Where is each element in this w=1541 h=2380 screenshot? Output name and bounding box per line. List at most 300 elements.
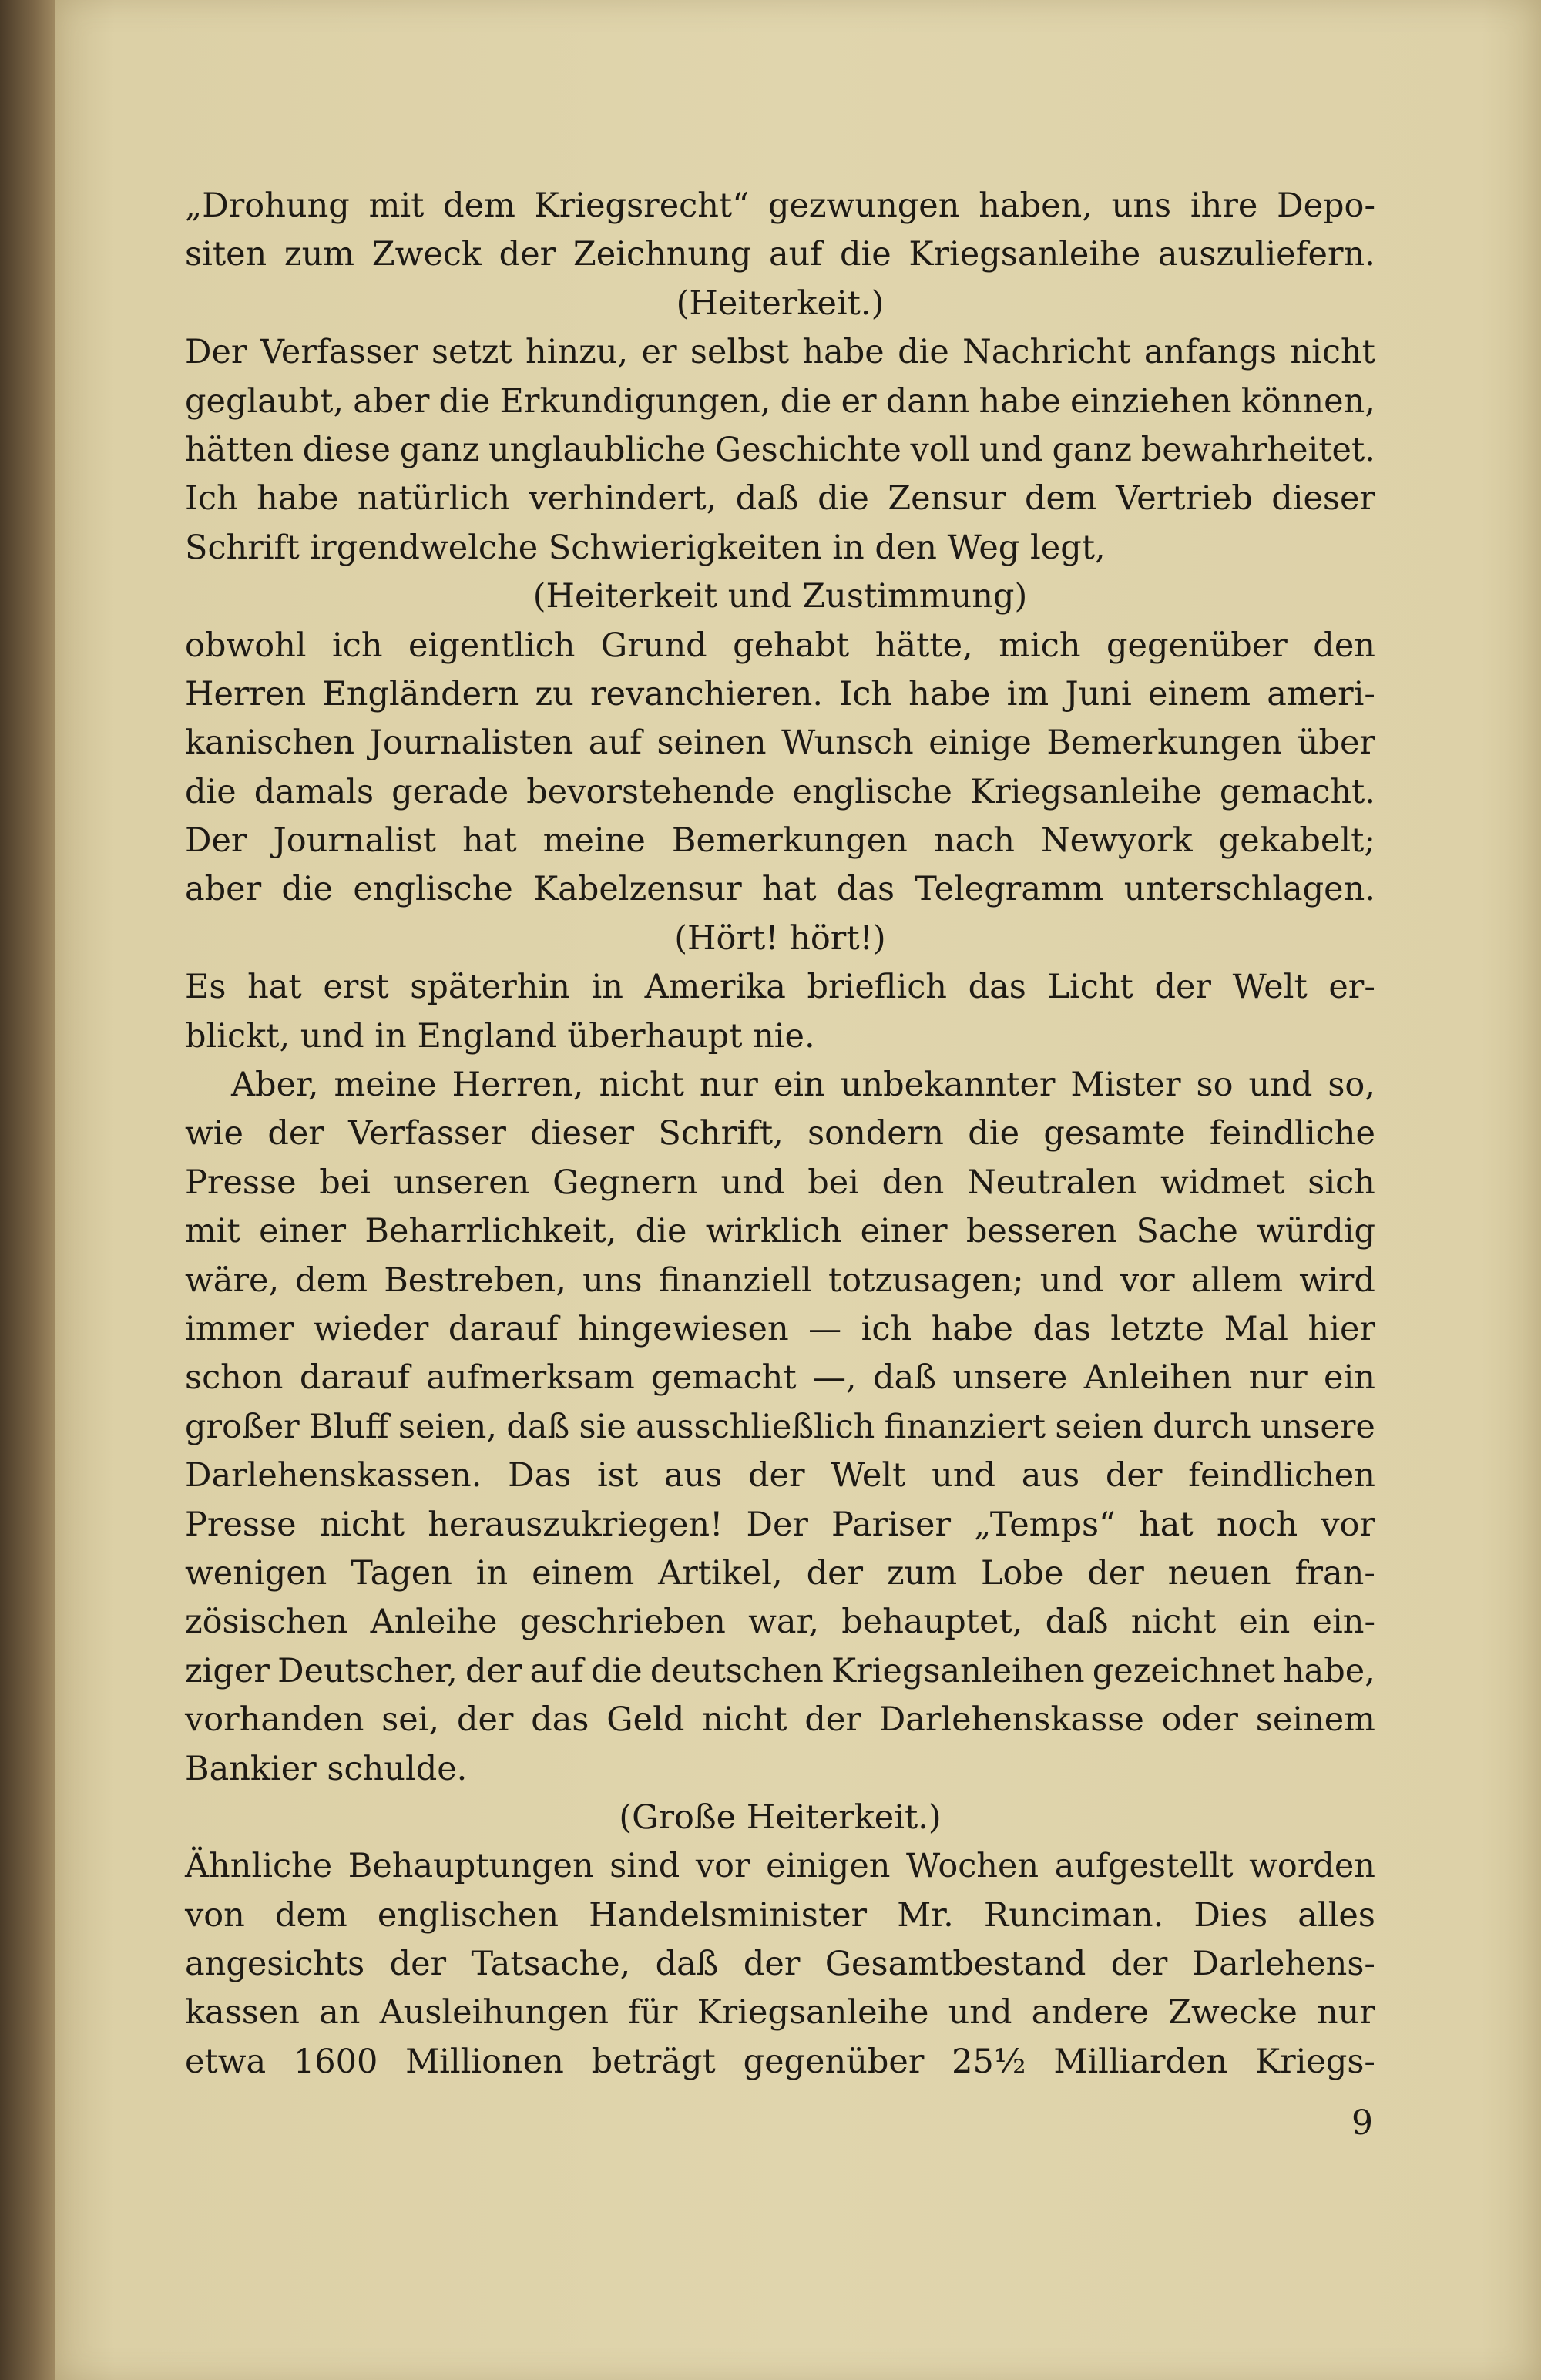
word: Zensur <box>888 479 1006 519</box>
text-line <box>185 2038 1375 2086</box>
text-line <box>185 670 1375 719</box>
word: Handelsminister <box>589 1895 868 1935</box>
word: die <box>591 1651 643 1690</box>
word: uns <box>1111 186 1172 225</box>
word: Telegramm <box>915 870 1104 909</box>
line-text: Bankier schulde. <box>185 1749 468 1788</box>
word: großer <box>185 1407 300 1446</box>
word: daß <box>1045 1603 1109 1642</box>
word: einige <box>928 723 1032 763</box>
body-text <box>185 182 1375 2086</box>
word: dem <box>443 186 515 225</box>
word: mich <box>999 626 1081 665</box>
word: in <box>475 1553 509 1593</box>
word: habe <box>979 381 1061 421</box>
word: ein <box>1238 1603 1291 1642</box>
word: geschrieben <box>519 1603 726 1642</box>
word: Journalist <box>273 821 437 861</box>
word: einziehen <box>1070 381 1232 421</box>
word: so <box>1196 1066 1234 1105</box>
word: schon <box>185 1358 284 1398</box>
word: würdig <box>1257 1212 1375 1251</box>
word: nicht <box>1290 333 1375 372</box>
word: Engländern <box>322 674 519 713</box>
text-line <box>185 475 1375 523</box>
word: der <box>743 1945 801 1984</box>
text-line <box>185 1549 1375 1598</box>
word: aufgestellt <box>1054 1847 1234 1886</box>
word: seinem <box>1255 1700 1375 1740</box>
word: wirklich <box>705 1212 842 1251</box>
word: bevorstehende <box>526 772 775 811</box>
word: Kriegsanleihe <box>908 235 1141 274</box>
word: aus <box>663 1456 723 1495</box>
word: wie <box>185 1114 244 1153</box>
word: ihre <box>1190 186 1258 225</box>
word: finanziell <box>658 1260 812 1300</box>
word: aber <box>185 870 262 909</box>
word: das <box>968 968 1026 1007</box>
text-line <box>185 378 1375 426</box>
word: nach <box>933 821 1015 861</box>
word: Tatsache, <box>471 1945 631 1984</box>
word: ziger <box>185 1651 270 1690</box>
word: eigentlich <box>408 626 576 665</box>
word: vor <box>695 1847 750 1886</box>
line-text: (Hört! hört!) <box>674 918 886 958</box>
text-line <box>185 817 1375 865</box>
word: Herren, <box>452 1066 584 1105</box>
word: gehabt <box>733 626 850 665</box>
word: habe <box>931 1309 1013 1348</box>
word: habe <box>908 674 991 713</box>
word: aus <box>1021 1456 1080 1495</box>
word: totzusagen; <box>828 1260 1024 1300</box>
text-line <box>185 1794 1375 1842</box>
word: voll <box>910 430 971 469</box>
word: im <box>1006 674 1049 713</box>
word: ein- <box>1312 1603 1375 1642</box>
word: Pariser <box>831 1505 952 1544</box>
word: das <box>1032 1309 1091 1348</box>
word: damals <box>253 772 374 811</box>
word: habe <box>257 479 339 519</box>
word: die <box>438 381 491 421</box>
word: gemacht <box>651 1358 797 1398</box>
word: vorhanden <box>185 1700 364 1740</box>
line-text: (Heiterkeit.) <box>676 284 885 323</box>
word: auf <box>769 235 823 274</box>
word: Darlehenskassen. <box>185 1456 482 1495</box>
text-line <box>185 622 1375 670</box>
word: meine <box>334 1066 437 1105</box>
text-line <box>185 1745 1375 1794</box>
word: Millionen <box>405 2042 564 2081</box>
word: ich <box>861 1309 912 1348</box>
word: Wunsch <box>781 723 914 763</box>
word: haben, <box>979 186 1093 225</box>
text-line <box>185 1696 1375 1744</box>
word: ich <box>332 626 383 665</box>
word: nur <box>699 1066 758 1105</box>
word: wäre, <box>185 1260 280 1300</box>
word: angesichts <box>185 1945 365 1984</box>
word: darauf <box>448 1309 559 1348</box>
text-line <box>185 230 1375 279</box>
word: kassen <box>185 1993 300 2033</box>
word: Aber, <box>231 1066 319 1105</box>
word: gekabelt; <box>1218 821 1375 861</box>
word: nicht <box>319 1505 405 1544</box>
word: unsere <box>952 1358 1068 1398</box>
word: gezeichnet <box>1092 1651 1275 1690</box>
word: unseren <box>393 1163 530 1202</box>
book-page <box>55 0 1541 2380</box>
word: der <box>499 235 556 274</box>
word: habe <box>802 333 885 372</box>
word: und <box>932 1456 996 1495</box>
word: obwohl <box>185 626 307 665</box>
word: von <box>185 1895 245 1935</box>
text-line <box>185 1109 1375 1158</box>
scan-binding-edge <box>0 0 55 2380</box>
word: so, <box>1328 1066 1375 1105</box>
word: — <box>808 1309 842 1348</box>
word: die <box>968 1114 1020 1153</box>
word: Geschichte <box>714 430 901 469</box>
word: ein <box>1324 1358 1375 1398</box>
word: dann <box>885 381 970 421</box>
word: mit <box>185 1212 240 1251</box>
word: nicht <box>702 1700 787 1740</box>
word: wenigen <box>185 1553 327 1593</box>
word: ameri- <box>1267 674 1375 713</box>
word: sei, <box>381 1700 440 1740</box>
word: brieflich <box>807 968 947 1007</box>
word: Bestreben, <box>384 1260 566 1300</box>
word: und <box>948 1993 1012 2033</box>
word: dem <box>275 1895 347 1935</box>
text-line <box>185 572 1375 621</box>
word: dieser <box>530 1114 635 1153</box>
word: oder <box>1161 1700 1238 1740</box>
word: feindliche <box>1209 1114 1375 1153</box>
word: Newyork <box>1041 821 1193 861</box>
word: gegenüber <box>1106 626 1288 665</box>
word: vor <box>1321 1505 1375 1544</box>
word: einer <box>860 1212 948 1251</box>
word: noch <box>1216 1505 1298 1544</box>
line-text: (Heiterkeit und Zustimmung) <box>532 577 1028 616</box>
word: der <box>389 1945 447 1984</box>
word: Ich <box>185 479 238 519</box>
word: gesamte <box>1043 1114 1186 1153</box>
word: Bemerkungen <box>671 821 908 861</box>
word: Gesamtbestand <box>824 1945 1086 1984</box>
word: wieder <box>313 1309 429 1348</box>
word: der <box>456 1700 514 1740</box>
word: Presse <box>185 1505 297 1544</box>
word: können, <box>1241 381 1375 421</box>
word: daß <box>655 1945 719 1984</box>
word: hat <box>247 968 302 1007</box>
word: Zwecke <box>1168 1993 1298 2033</box>
word: sich <box>1308 1163 1375 1202</box>
word: und <box>1039 1260 1104 1300</box>
text-line <box>185 1207 1375 1256</box>
word: die <box>780 381 832 421</box>
word: fran- <box>1294 1553 1375 1593</box>
word: er- <box>1328 968 1375 1007</box>
word: der <box>1110 1945 1168 1984</box>
word: über <box>1297 723 1375 763</box>
word: Zeichnung <box>572 235 752 274</box>
word: deutschen <box>650 1651 824 1690</box>
word: er <box>641 333 677 372</box>
word: hinzu, <box>525 333 629 372</box>
word: Behauptungen <box>347 1847 594 1886</box>
word: hat <box>1139 1505 1194 1544</box>
word: Welt <box>1232 968 1308 1007</box>
word: Zweck <box>371 235 482 274</box>
word: Mister <box>1070 1066 1181 1105</box>
text-line <box>185 1940 1375 1989</box>
word: nicht <box>599 1066 684 1105</box>
text-line <box>185 1598 1375 1647</box>
word: zum <box>284 235 355 274</box>
word: natürlich <box>357 479 511 519</box>
word: der <box>267 1114 324 1153</box>
text-line <box>185 963 1375 1012</box>
word: erst <box>323 968 389 1007</box>
word: ganz <box>399 430 480 469</box>
word: Beharrlichkeit, <box>364 1212 617 1251</box>
word: einem <box>1147 674 1251 713</box>
word: Herren <box>185 674 307 713</box>
word: Schrift, <box>658 1114 784 1153</box>
word: englische <box>353 870 513 909</box>
word: hat <box>462 821 517 861</box>
word: Ich <box>839 674 892 713</box>
word: Welt <box>831 1456 906 1495</box>
text-line <box>185 1842 1375 1891</box>
word: hier <box>1308 1309 1375 1348</box>
word: behauptet, <box>841 1603 1023 1642</box>
word: Licht <box>1047 968 1133 1007</box>
word: Verfasser <box>348 1114 506 1153</box>
text-line <box>185 280 1375 328</box>
word: ist <box>597 1456 639 1495</box>
word: unbekannter <box>840 1066 1056 1105</box>
word: Ausleihungen <box>379 1993 609 2033</box>
text-line <box>185 182 1375 230</box>
page-number: 9 <box>1351 2103 1373 2143</box>
word: Tagen <box>351 1553 452 1593</box>
word: das <box>836 870 895 909</box>
word: einigen <box>766 1847 891 1886</box>
word: dieser <box>1271 479 1375 519</box>
word: Mr. <box>897 1895 954 1935</box>
word: Bluff <box>309 1407 389 1446</box>
word: auszuliefern. <box>1157 235 1375 274</box>
word: alles <box>1298 1895 1375 1935</box>
word: englischen <box>377 1895 559 1935</box>
word: aufmerksam <box>426 1358 635 1398</box>
word: kanischen <box>185 723 355 763</box>
word: diese <box>302 430 391 469</box>
word: durch <box>1153 1407 1251 1446</box>
word: ausschließlich <box>636 1407 875 1446</box>
word: nur <box>1316 1993 1375 2033</box>
text-line <box>185 719 1375 767</box>
word: Darlehens- <box>1192 1945 1375 1984</box>
word: habe, <box>1282 1651 1375 1690</box>
word: wird <box>1299 1260 1375 1300</box>
word: feindlichen <box>1188 1456 1375 1495</box>
word: sie <box>579 1407 626 1446</box>
word: allem <box>1190 1260 1284 1300</box>
word: daß <box>735 479 799 519</box>
word: neuen <box>1167 1553 1271 1593</box>
word: ein <box>773 1066 825 1105</box>
word: Kabelzensur <box>533 870 742 909</box>
word: Nachricht <box>962 333 1131 372</box>
word: und <box>720 1163 785 1202</box>
word: für <box>628 1993 678 2033</box>
word: hat <box>761 870 817 909</box>
word: Lobe <box>980 1553 1064 1593</box>
word: 25½ <box>952 2042 1026 2081</box>
word: Neutralen <box>967 1163 1138 1202</box>
word: 1600 <box>293 2042 378 2081</box>
text-line <box>185 1257 1375 1305</box>
word: Juni <box>1065 674 1132 713</box>
word: Der <box>746 1505 808 1544</box>
word: die <box>818 479 869 519</box>
word: sind <box>609 1847 680 1886</box>
word: —, <box>813 1358 857 1398</box>
word: daß <box>506 1407 570 1446</box>
word: Journalisten <box>369 723 574 763</box>
word: immer <box>185 1309 294 1348</box>
word: bei <box>319 1163 371 1202</box>
word: nicht <box>1130 1603 1217 1642</box>
word: war, <box>748 1603 820 1642</box>
word: unglaubliche <box>488 430 707 469</box>
word: den <box>1313 626 1375 665</box>
text-line <box>185 524 1375 572</box>
word: einem <box>532 1553 635 1593</box>
text-line <box>185 1012 1375 1061</box>
text-line <box>185 1159 1375 1207</box>
word: widmet <box>1160 1163 1285 1202</box>
word: sondern <box>807 1114 944 1153</box>
word: gemacht. <box>1219 772 1375 811</box>
text-line <box>185 768 1375 817</box>
word: Kriegsanleihen <box>831 1651 1085 1690</box>
word: Mal <box>1224 1309 1289 1348</box>
line-text: blickt, und in England überhaupt nie. <box>185 1016 815 1056</box>
word: Wochen <box>906 1847 1039 1886</box>
word: letzte <box>1110 1309 1205 1348</box>
word: zu <box>535 674 574 713</box>
text-line <box>185 1892 1375 1940</box>
word: hätte, <box>875 626 973 665</box>
word: Artikel, <box>658 1553 783 1593</box>
word: Runciman. <box>983 1895 1164 1935</box>
word: Darlehenskasse <box>878 1700 1144 1740</box>
word: Kriegsrecht“ <box>534 186 750 225</box>
word: revanchieren. <box>590 674 824 713</box>
text-line <box>185 328 1375 377</box>
word: die <box>185 772 237 811</box>
word: Milliarden <box>1053 2042 1228 2081</box>
word: vor <box>1120 1260 1175 1300</box>
word: setzt <box>431 333 512 372</box>
word: und <box>979 430 1043 469</box>
word: ganz <box>1052 430 1133 469</box>
word: dem <box>295 1260 368 1300</box>
word: geglaubt, <box>185 381 344 421</box>
word: beträgt <box>591 2042 716 2081</box>
line-text: (Große Heiterkeit.) <box>619 1798 942 1837</box>
word: gerade <box>391 772 509 811</box>
word: seien, <box>398 1407 498 1446</box>
word: siten <box>185 235 267 274</box>
word: Kriegsanleihe <box>969 772 1202 811</box>
word: verhindert, <box>529 479 717 519</box>
text-line <box>185 1989 1375 2037</box>
word: aber <box>353 381 430 421</box>
text-line <box>185 1452 1375 1500</box>
word: gegenüber <box>743 2042 925 2081</box>
text-line <box>185 1061 1375 1109</box>
word: worden <box>1249 1847 1375 1886</box>
word: mit <box>368 186 425 225</box>
word: darauf <box>299 1358 410 1398</box>
text-line <box>185 915 1375 963</box>
word: auf <box>588 723 643 763</box>
word: bewahrheitet. <box>1140 430 1375 469</box>
word: die <box>635 1212 687 1251</box>
word: Vertrieb <box>1116 479 1253 519</box>
word: Grund <box>600 626 707 665</box>
word: „Temps“ <box>974 1505 1116 1544</box>
word: uns <box>582 1260 643 1300</box>
word: der <box>1105 1456 1163 1495</box>
word: Der <box>185 821 247 861</box>
word: Amerika <box>644 968 786 1007</box>
word: nur <box>1248 1358 1308 1398</box>
word: seinen <box>656 723 767 763</box>
word: zösischen <box>185 1603 348 1642</box>
word: Kriegs- <box>1254 2042 1375 2081</box>
word: die <box>281 870 334 909</box>
word: Erkundigungen, <box>499 381 771 421</box>
word: unterschlagen. <box>1123 870 1375 909</box>
word: Depo- <box>1277 186 1375 225</box>
word: Kriegsanleihe <box>697 1993 929 2033</box>
word: Verfasser <box>260 333 418 372</box>
word: andere <box>1031 1993 1149 2033</box>
word: der <box>1154 968 1211 1007</box>
text-line <box>185 1403 1375 1452</box>
word: englische <box>792 772 952 811</box>
word: seien <box>1055 1407 1143 1446</box>
word: Deutscher, <box>277 1651 458 1690</box>
word: Es <box>185 968 227 1007</box>
word: Das <box>508 1456 572 1495</box>
